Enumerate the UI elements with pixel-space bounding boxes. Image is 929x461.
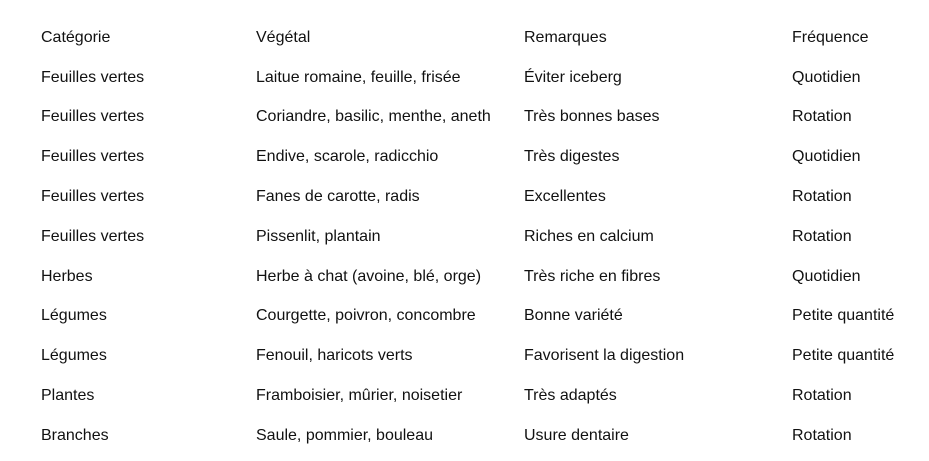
table-row xyxy=(41,376,929,416)
cell-remarks: Très adaptés xyxy=(524,387,617,405)
vegetables-table xyxy=(41,18,929,456)
cell-category: Feuilles vertes xyxy=(41,108,145,126)
cell-category: Herbes xyxy=(41,267,93,285)
table-row xyxy=(41,98,929,138)
table-row xyxy=(41,177,929,217)
cell-category: Feuilles vertes xyxy=(41,227,145,245)
cell-frequency: Rotation xyxy=(792,387,852,405)
cell-frequency: Petite quantité xyxy=(792,347,895,365)
cell-plant: Pissenlit, plantain xyxy=(256,227,381,245)
cell-category: Feuilles vertes xyxy=(41,188,145,206)
cell-remarks: Très digestes xyxy=(524,148,620,166)
table-row xyxy=(41,58,929,98)
cell-plant: Coriandre, basilic, menthe, aneth xyxy=(256,108,491,126)
cell-remarks: Très bonnes bases xyxy=(524,108,660,126)
cell-plant: Endive, scarole, radicchio xyxy=(256,148,439,166)
header-category: Catégorie xyxy=(41,28,111,46)
cell-plant: Saule, pommier, bouleau xyxy=(256,426,433,444)
cell-category: Légumes xyxy=(41,347,107,365)
cell-frequency: Rotation xyxy=(792,108,852,126)
header-plant: Végétal xyxy=(256,28,311,46)
cell-remarks: Bonne variété xyxy=(524,307,623,325)
table-row xyxy=(41,297,929,337)
cell-plant: Laitue romaine, feuille, frisée xyxy=(256,68,461,86)
cell-category: Légumes xyxy=(41,307,107,325)
table-row xyxy=(41,257,929,297)
header-remarks: Remarques xyxy=(524,28,607,46)
cell-remarks: Riches en calcium xyxy=(524,227,654,245)
table-header-row xyxy=(41,18,929,58)
header-frequency: Fréquence xyxy=(792,28,869,46)
table-row xyxy=(41,336,929,376)
cell-remarks: Favorisent la digestion xyxy=(524,347,685,365)
cell-category: Plantes xyxy=(41,387,95,405)
cell-frequency: Rotation xyxy=(792,227,852,245)
table-row xyxy=(41,217,929,257)
cell-category: Branches xyxy=(41,426,109,444)
cell-frequency: Rotation xyxy=(792,426,852,444)
cell-plant: Fanes de carotte, radis xyxy=(256,188,420,206)
cell-frequency: Quotidien xyxy=(792,68,861,86)
cell-remarks: Excellentes xyxy=(524,188,606,206)
cell-frequency: Quotidien xyxy=(792,148,861,166)
cell-remarks: Usure dentaire xyxy=(524,426,629,444)
cell-frequency: Rotation xyxy=(792,188,852,206)
cell-frequency: Petite quantité xyxy=(792,307,895,325)
cell-remarks: Très riche en fibres xyxy=(524,267,661,285)
cell-plant: Framboisier, mûrier, noisetier xyxy=(256,387,463,405)
cell-plant: Courgette, poivron, concombre xyxy=(256,307,476,325)
cell-category: Feuilles vertes xyxy=(41,68,145,86)
cell-category: Feuilles vertes xyxy=(41,148,145,166)
cell-plant: Fenouil, haricots verts xyxy=(256,347,413,365)
cell-plant: Herbe à chat (avoine, blé, orge) xyxy=(256,267,482,285)
table-row xyxy=(41,416,929,456)
cell-frequency: Quotidien xyxy=(792,267,861,285)
cell-remarks: Éviter iceberg xyxy=(524,68,622,86)
table-row xyxy=(41,137,929,177)
